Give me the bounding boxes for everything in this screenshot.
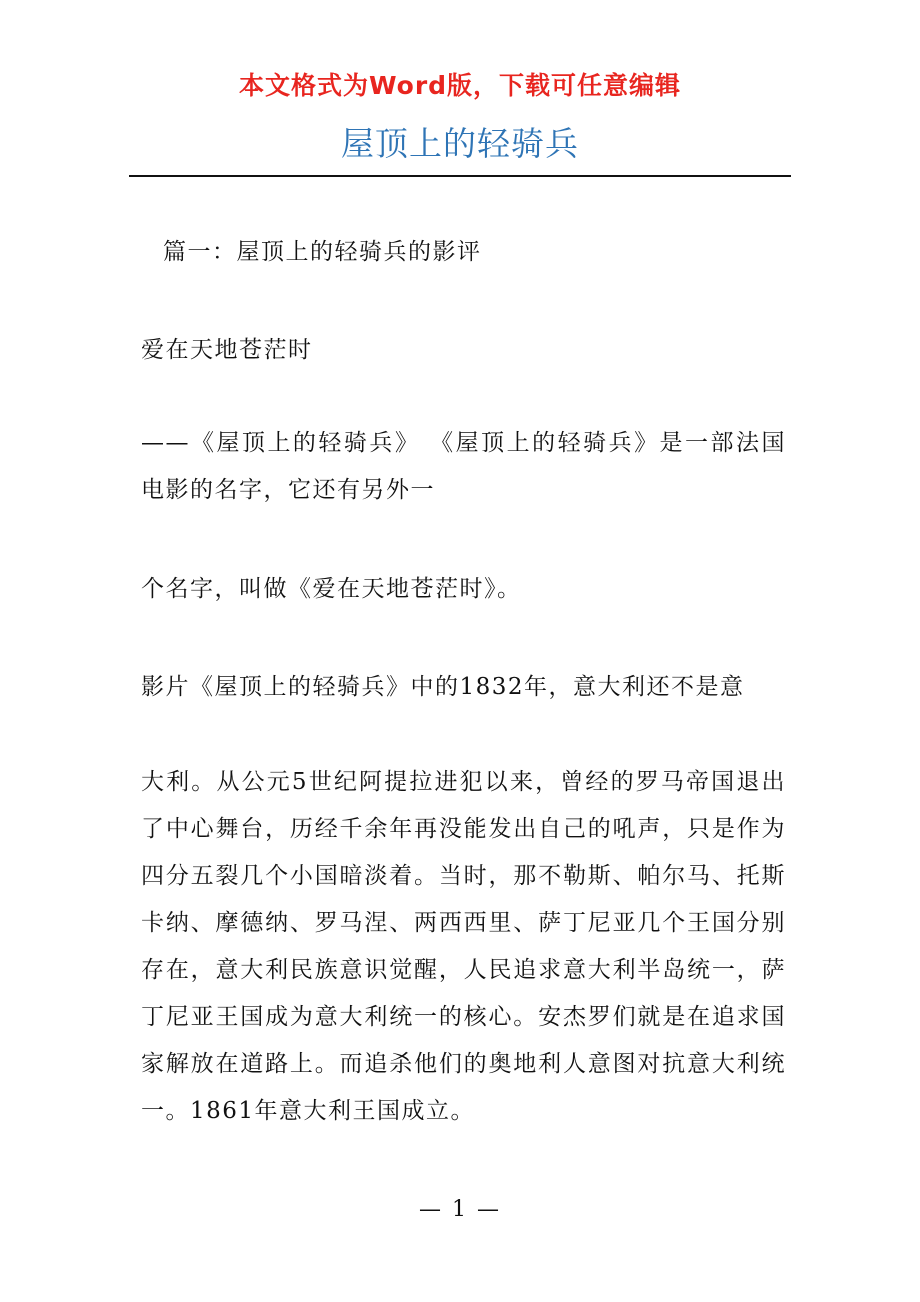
review-title: 爱在天地苍茫时	[141, 337, 313, 363]
title-divider	[129, 175, 791, 177]
body-paragraph: 影片《屋顶上的轻骑兵》中的1832年，意大利还不是意	[141, 674, 745, 700]
body-paragraph: 大利。从公元5世纪阿提拉进犯以来，曾经的罗马帝国退出了中心舞台，历经千余年再没能发出自己的吼声，只是作为四分五裂几个小国暗淡着。当时，那不勒斯、帕尔马、托斯卡纳、摩德纳、罗马涅、两西西里、萨丁尼亚几个王国分别存在，意大利民族意识觉醒，人民追求意大利半岛统一，萨丁尼亚王国成为意大利统一的核心。安杰罗们就是在追求国家解放在道路上。而追杀他们的奥地利人意图对抗意大利统一。1861年意大利王国成立。	[141, 769, 786, 1124]
download-notice-banner: 本文格式为Word版，下载可任意编辑	[238, 71, 682, 100]
body-paragraph: 个名字，叫做《爱在天地苍茫时》。	[141, 576, 522, 602]
section-heading: 篇一：屋顶上的轻骑兵的影评	[163, 239, 482, 265]
page-number: — 1 —	[419, 1197, 501, 1222]
document-title: 屋顶上的轻骑兵	[341, 124, 579, 163]
body-paragraph: ——《屋顶上的轻骑兵》 《屋顶上的轻骑兵》是一部法国电影的名字，它还有另外一	[141, 430, 786, 503]
